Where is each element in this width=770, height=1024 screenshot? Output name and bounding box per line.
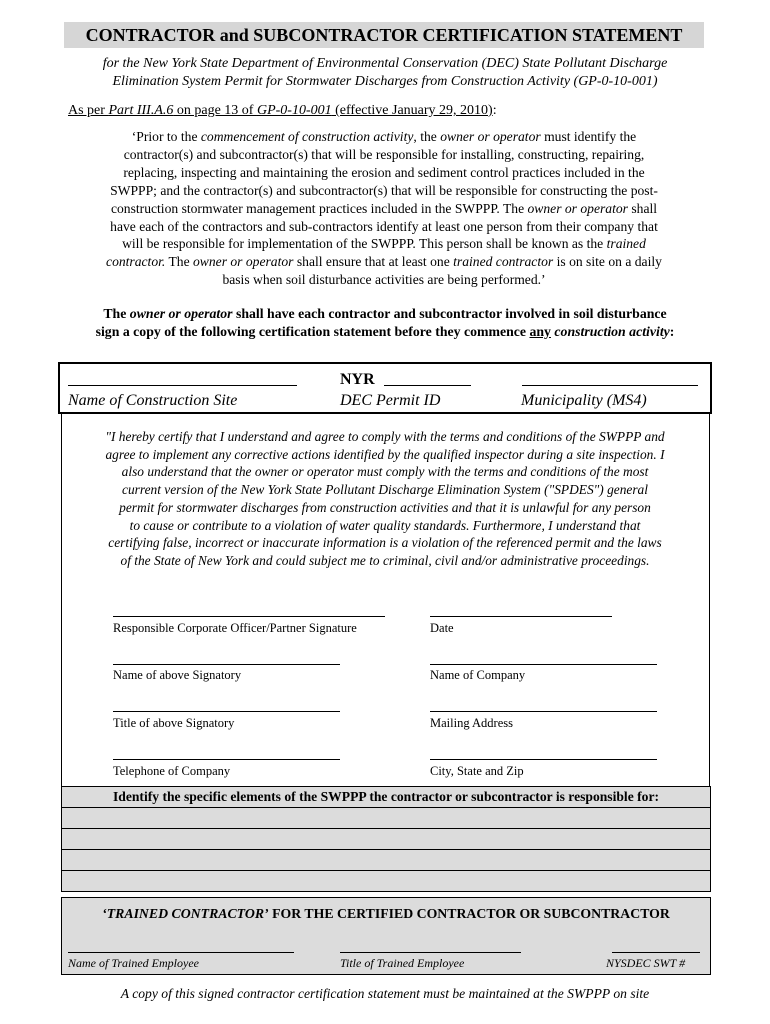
requirement-text: shall have each contractor and subcontractor involved in soil disturbance	[232, 306, 667, 321]
signatory-title-line[interactable]	[113, 711, 340, 712]
quote-text: is on site on a daily	[553, 254, 662, 270]
reference-text: As per	[68, 103, 109, 118]
quote-text: The	[165, 254, 193, 270]
site-name-line[interactable]	[68, 385, 297, 386]
requirement-text: The	[103, 306, 130, 321]
nyr-prefix: NYR	[340, 371, 375, 388]
reference-effective: (effective January 29, 2010)	[331, 103, 493, 118]
quote-term: commencement of construction activity	[200, 129, 414, 144]
quote-text: have each of the contractors and sub-contractors identify at least one person from their company that	[110, 218, 658, 234]
requirement-activity: construction activity	[554, 324, 670, 339]
certification-statement	[64, 428, 706, 570]
quote-term: owner or operator	[193, 254, 294, 270]
swppp-elements-heading: Identify the specific elements of the SWPPP the contractor or subcontractor is responsible for:	[62, 787, 710, 808]
quote-text: SWPPP; and the contractor(s) and subcontractor(s) that will be responsible for constructing the post-	[110, 182, 658, 198]
swppp-elements-table	[61, 786, 711, 892]
quote-term: owner or operator	[527, 200, 628, 216]
quote-line	[66, 235, 702, 253]
certification-line: "I hereby certify that I understand and agree to comply with the terms and conditions of the SWPPP and	[105, 429, 665, 444]
swt-number-line[interactable]	[612, 952, 700, 953]
reference-colon: :	[492, 103, 497, 118]
quote-line	[66, 253, 702, 271]
mailing-address-label: Mailing Address	[430, 716, 513, 730]
quote-line	[66, 271, 702, 289]
trained-heading-italic: ‘TRAINED CONTRACTOR’	[102, 906, 269, 921]
quote-text: basis when soil disturbance activities are being performed.’	[222, 272, 546, 288]
certification-line: permit for stormwater discharges from construction activities and that it is unlawful for any person	[119, 499, 651, 515]
quote-line	[66, 218, 702, 236]
permit-id-line[interactable]	[384, 385, 471, 386]
telephone-label: Telephone of Company	[113, 764, 231, 778]
swppp-element-row[interactable]	[62, 850, 710, 871]
certification-line: current version of the New York State Pollutant Discharge Elimination System ("SPDES") general	[122, 482, 648, 498]
swt-number-label: NYSDEC SWT #	[606, 956, 686, 970]
company-name-label: Name of Company	[430, 668, 526, 682]
swppp-element-row[interactable]	[62, 871, 710, 891]
requirement-text: sign a copy of the following certification statement before they commence	[95, 324, 530, 339]
swppp-element-row[interactable]	[62, 808, 710, 829]
subtitle-line-1: for the New York State Department of Environmental Conservation (DEC) State Pollutant Discharge	[102, 56, 668, 71]
requirement-line-1	[50, 305, 720, 323]
city-state-zip-label: City, State and Zip	[430, 764, 524, 778]
municipality-label: Municipality (MS4)	[521, 392, 647, 409]
site-name-label: Name of Construction Site	[68, 392, 238, 409]
quote-line	[66, 200, 702, 218]
company-name-line[interactable]	[430, 664, 657, 665]
certification-line: certifying false, incorrect or inaccurate information is a violation of the referenced permit and the laws	[108, 535, 662, 551]
certification-line: agree to implement any corrective actions identified by the qualified inspector during a site inspection. I	[105, 446, 665, 462]
quote-text: must identify the	[540, 129, 637, 144]
certification-line: to cause or contribute to a violation of water quality standards. Furthermore, I understand that	[129, 517, 641, 533]
requirement-colon: :	[669, 324, 675, 339]
officer-signature-label: Responsible Corporate Officer/Partner Signature	[113, 621, 357, 635]
quote-term: trained	[606, 236, 646, 252]
reference-part: Part III.A.6	[108, 103, 174, 118]
subtitle-line-2: Elimination System Permit for Stormwater Discharges from Construction Activity (GP-0-10-001)	[112, 74, 658, 89]
quote-text: will be responsible for implementation of the SWPPP. This person shall be known as the	[122, 236, 607, 252]
trained-contractor-heading	[62, 906, 710, 922]
reference-permit: GP-0-10-001	[256, 103, 332, 118]
quote-text: , the	[413, 129, 441, 144]
date-line[interactable]	[430, 616, 612, 617]
quote-term: contractor.	[106, 254, 166, 270]
signatory-name-label: Name of above Signatory	[113, 668, 242, 682]
requirement-any: any	[529, 324, 551, 339]
date-label: Date	[430, 621, 454, 635]
swppp-element-row[interactable]	[62, 829, 710, 850]
quote-text: shall	[627, 200, 658, 216]
quote-term: owner or operator	[440, 129, 541, 144]
certification-line: of the State of New York and could subject me to criminal, civil and/or administrative proceedings.	[120, 552, 650, 568]
permit-quote	[66, 128, 702, 289]
quote-term: trained contractor	[453, 254, 554, 270]
quote-text: contractor(s) and subcontractor(s) that will be responsible for installing, constructing, repairing,	[123, 146, 645, 162]
mailing-address-line[interactable]	[430, 711, 657, 712]
permit-id-label: DEC Permit ID	[340, 392, 441, 409]
form-subtitle	[50, 55, 720, 91]
telephone-line[interactable]	[113, 759, 340, 760]
municipality-line[interactable]	[522, 385, 698, 386]
quote-text: ‘Prior to the	[131, 129, 201, 144]
quote-text: construction stormwater management practices included in the SWPPP. The	[110, 200, 528, 216]
signing-requirement	[50, 305, 720, 341]
certification-line: also understand that the owner or operator must comply with the terms and conditions of the most	[121, 464, 649, 480]
quote-line	[66, 128, 702, 146]
quote-line	[66, 164, 702, 182]
form-title: CONTRACTOR and SUBCONTRACTOR CERTIFICATION STATEMENT	[64, 22, 704, 48]
requirement-line-2	[50, 323, 720, 341]
reference-text: on page 13 of	[173, 103, 257, 118]
officer-signature-line[interactable]	[113, 616, 385, 617]
quote-line	[66, 146, 702, 164]
employee-name-line[interactable]	[68, 952, 294, 953]
permit-reference	[68, 102, 708, 120]
requirement-owner: owner or operator	[129, 306, 233, 321]
signatory-name-line[interactable]	[113, 664, 340, 665]
footer-note: A copy of this signed contractor certification statement must be maintained at the SWPPP on site	[120, 986, 650, 1001]
employee-title-line[interactable]	[340, 952, 521, 953]
quote-text: replacing, inspecting and maintaining the erosion and sediment control practices included in the	[123, 164, 645, 180]
employee-name-label: Name of Trained Employee	[68, 956, 199, 970]
quote-line	[66, 182, 702, 200]
quote-text: shall ensure that at least one	[293, 254, 454, 270]
employee-title-label: Title of Trained Employee	[340, 956, 465, 970]
trained-heading-rest: FOR THE CERTIFIED CONTRACTOR OR SUBCONTRACTOR	[268, 906, 670, 921]
city-state-zip-line[interactable]	[430, 759, 657, 760]
signatory-title-label: Title of above Signatory	[113, 716, 235, 730]
